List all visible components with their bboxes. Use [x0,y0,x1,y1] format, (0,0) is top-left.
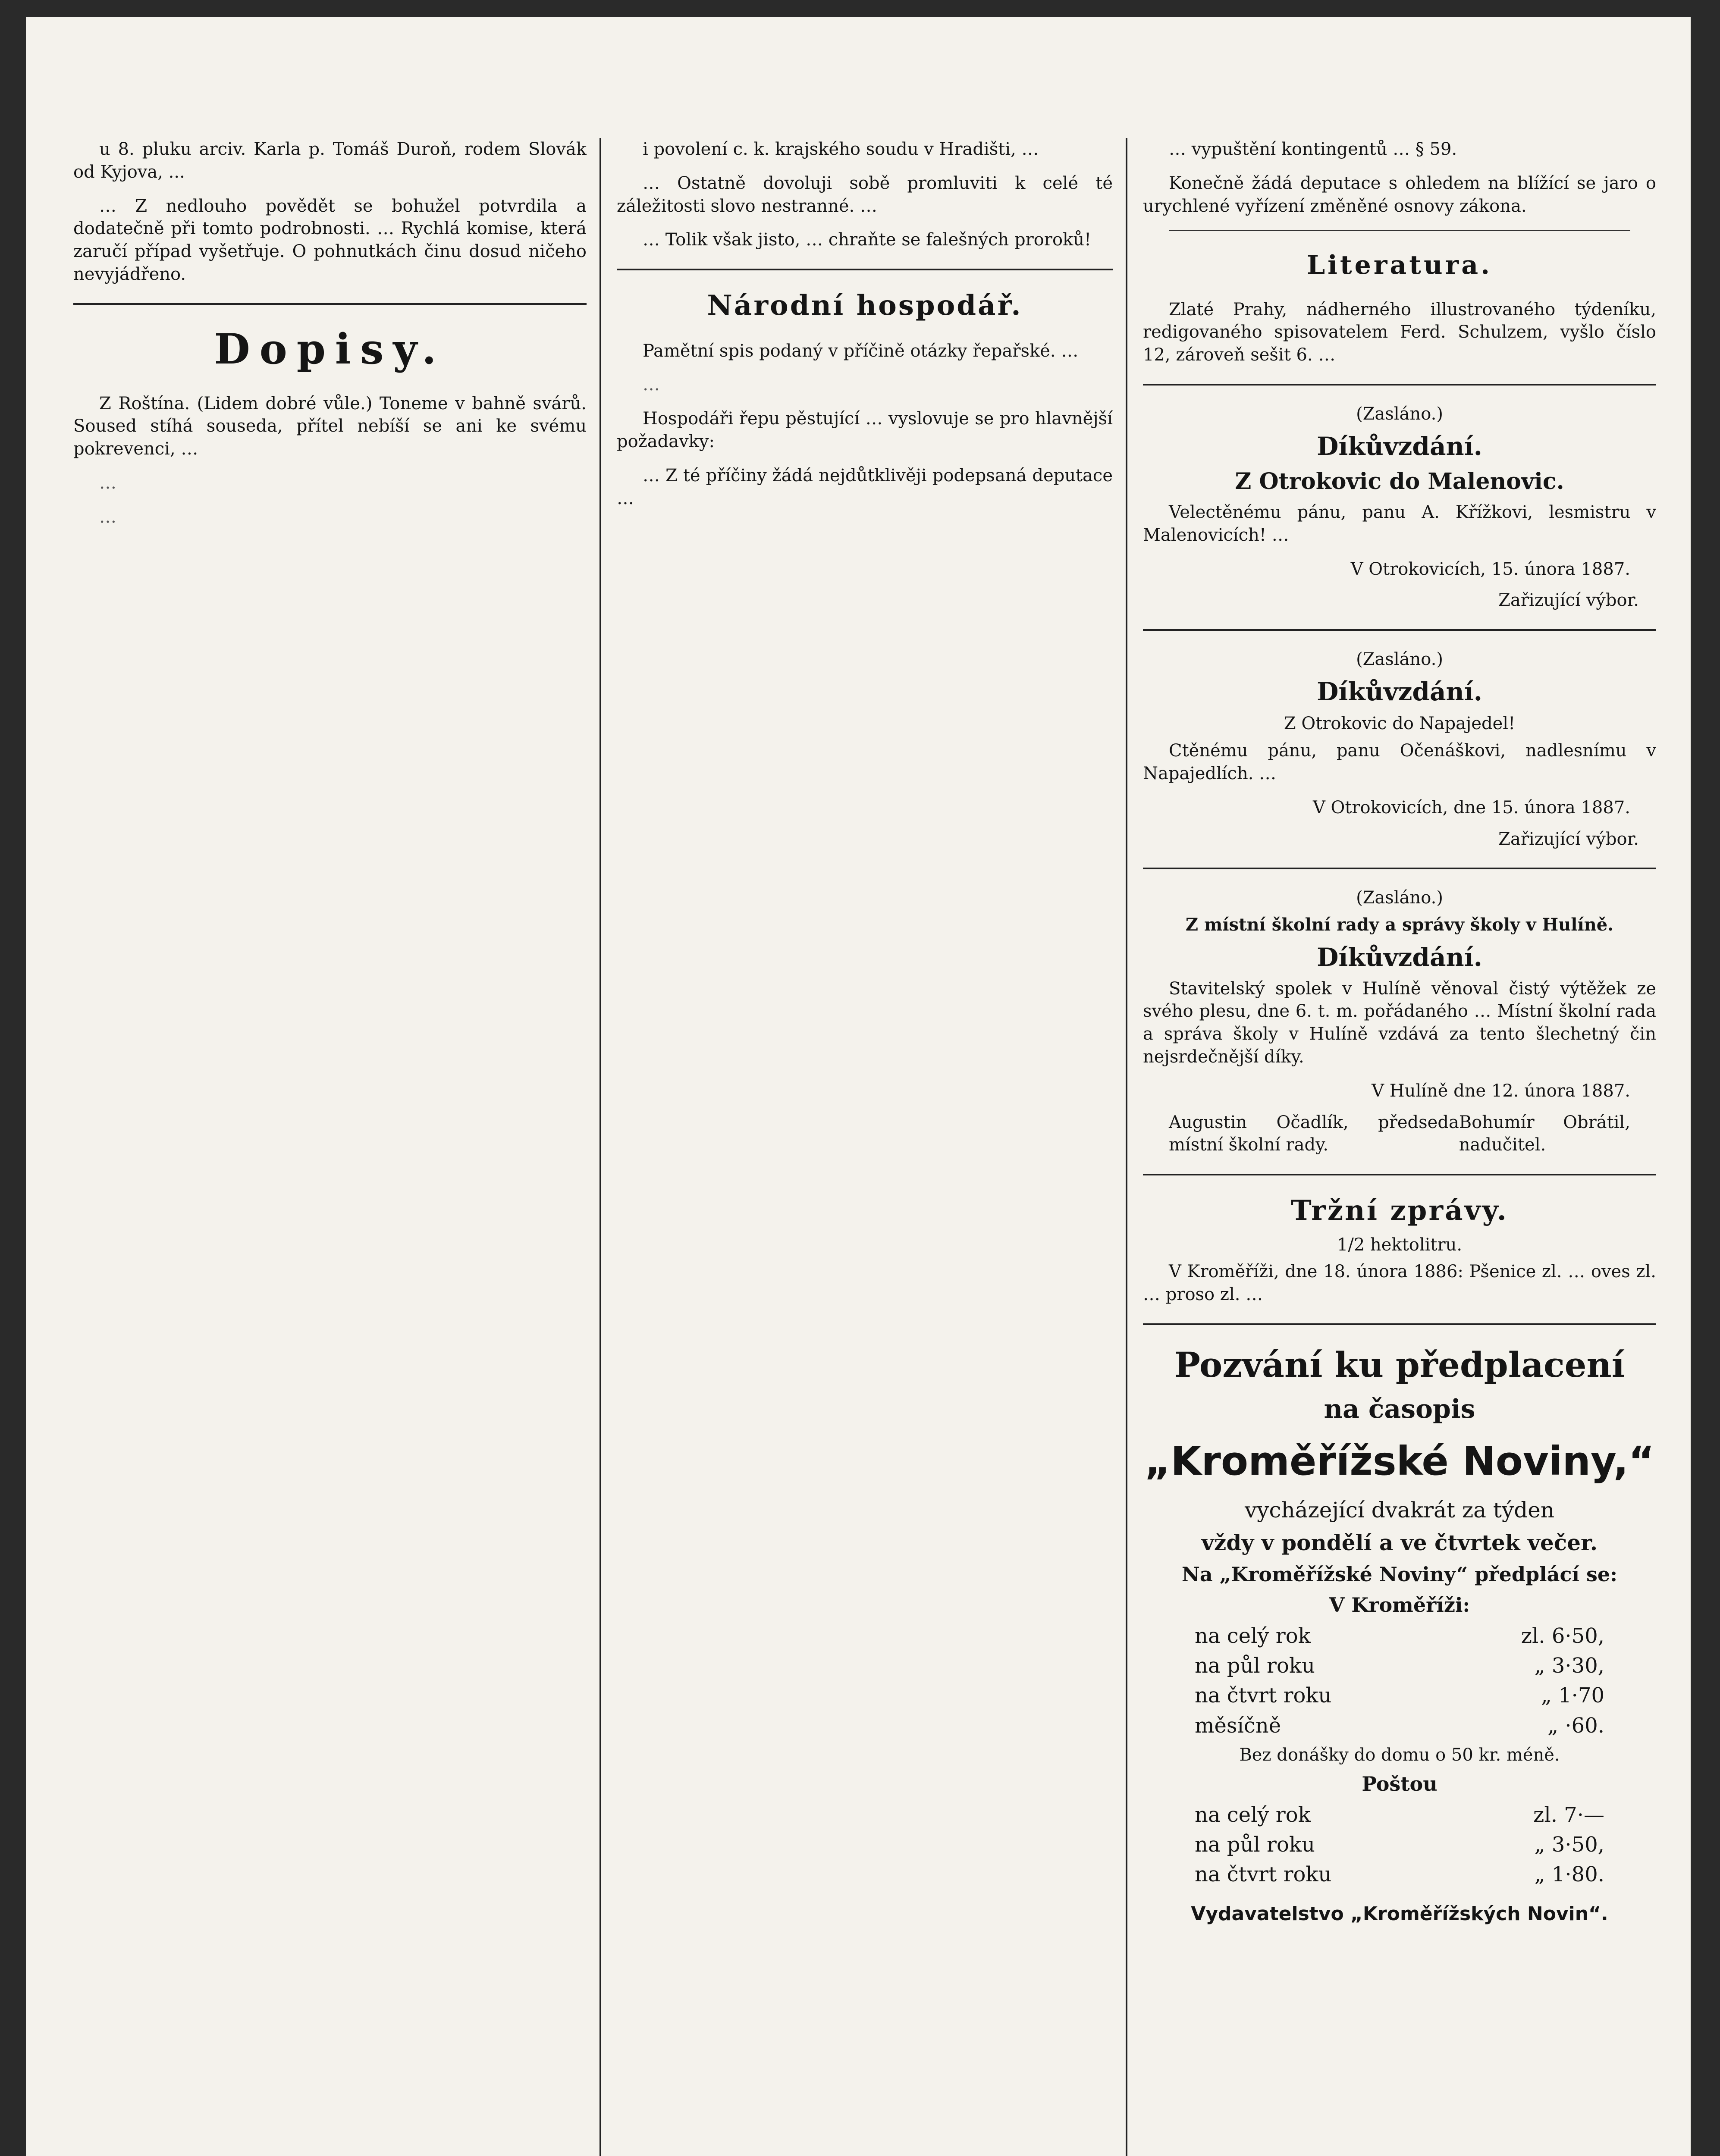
subscription-delivery-note: Bez donášky do domu o 50 kr. méně. [1239,1745,1560,1765]
section-title-literatura: Literatura. [1306,250,1493,281]
price-row: měsíčně „ ·60. [1195,1713,1604,1738]
price-row: na půl roku „ 3·30, [1195,1654,1604,1678]
notice-text: Velectěnému pánu, panu A. Křížkovi, lesmistru v Malenovicích! … [1143,502,1656,545]
price-row: na půl roku „ 3·50, [1195,1833,1604,1857]
column-right [1143,138,1656,2156]
section-divider [1169,230,1630,231]
price-table-post [1143,1802,1656,1889]
notice-title: Díkůvzdání. [1317,431,1482,461]
section-divider [1143,629,1656,631]
letter-paragraph: … [99,473,116,493]
market-text: V Kroměříži, dne 18. února 1886: Pšenice zl. … oves zl. … proso zl. … [1143,1262,1656,1305]
price-row: na celý rok zl. 7·— [1195,1802,1604,1827]
market-unit: 1/2 hektolitru. [1337,1235,1463,1255]
notice-place-date: V Hulíně dne 12. února 1887. [1372,1081,1630,1101]
price-row: na čtvrt roku „ 1·70 [1195,1683,1604,1708]
notice-label: (Zasláno.) [1356,404,1443,424]
notice-signature: Zařizující výbor. [1498,590,1639,611]
section-divider [1143,1323,1656,1325]
section-title-narodni-hospodar: Národní hospodář. [707,289,1023,322]
notice-text: Ctěnému pánu, panu Očenáškovi, nadlesnímu v Napajedlích. … [1143,741,1656,784]
section-divider [1143,1174,1656,1175]
letter-paragraph: … [99,507,116,527]
notice-place-date: V Otrokovicích, dne 15. února 1887. [1312,797,1630,818]
column-rule [599,138,601,2156]
column-left [73,138,587,2156]
signature-left: Augustin Očadlík, předseda místní školní rady. [1169,1112,1459,1155]
subscription-post-label: Poštou [1362,1772,1438,1796]
subscription-on: na časopis [1324,1394,1475,1424]
notice-route: Z Otrokovic do Napajedel! [1284,714,1516,734]
news-paragraph: … vypuštění kontingentů … § 59. [1169,139,1457,159]
economy-paragraph: Pamětní spis podaný v příčině otázky řepařské. … [643,341,1079,361]
section-divider [1143,868,1656,869]
subscription-price-head: Na „Kroměřížské Noviny“ předplácí se: [1181,1563,1618,1586]
notice-signature: Zařizující výbor. [1498,829,1639,849]
literature-paragraph: Zlaté Prahy, nádherného illustrovaného týdeníku, redigovaného spisovatelem Ferd. Schulzem, vyšlo číslo 12, zároveň sešit 6. … [1143,299,1656,365]
section-title-dopisy: Dopisy. [214,324,446,373]
economy-paragraph: … Z té příčiny žádá nejdůtklivěji podepsaná deputace … [617,465,1113,508]
paper-name: „Kroměřížské Noviny,“ [1144,1438,1655,1484]
economy-paragraph: Hospodáři řepu pěstující … vyslovuje se pro hlavnější požadavky: [617,409,1113,452]
subscription-local: V Kroměříži: [1329,1593,1470,1617]
notice-title: Díkůvzdání. [1317,677,1482,706]
news-paragraph: … Ostatně dovoluji sobě promluviti k celé té záležitosti slovo nestranné. … [617,173,1113,216]
notice-text: Stavitelský spolek v Hulíně věnoval čistý výtěžek ze svého plesu, dne 6. t. m. pořádaného … Místní školní rada a správa školy v Hulíně vzdává za tento šlechetný čin nejsrdečnější díky. [1143,978,1656,1067]
subscription-frequency: vycházející dvakrát za týden [1244,1498,1555,1523]
letter-paragraph: Z Roštína. (Lidem dobré vůle.) Toneme v bahně svárů. Soused stíhá souseda, přítel nebíší se ani ke svému pokrevenci, … [73,393,587,459]
notice-route: Z místní školní rady a správy školy v Hulíně. [1185,915,1614,935]
news-paragraph: … Z nedlouho povědět se bohužel potvrdila a dodatečně při tomto podrobnosti. … Rychlá komise, která zaručí případ vyšetřuje. O pohnutkách činu dosud ničeho nevyjádřeno. [73,196,587,284]
news-paragraph: Konečně žádá deputace s ohledem na blížící se jaro o urychlené vyřízení změněné osnovy zákona. [1143,173,1656,216]
news-paragraph: … Tolik však jisto, … chraňte se falešných proroků! [643,230,1092,250]
price-row: na čtvrt roku „ 1·80. [1195,1862,1604,1887]
notice-label: (Zasláno.) [1356,649,1443,670]
subscription-title: Pozvání ku předplacení [1174,1344,1625,1385]
publisher-line: Vydavatelstvo „Kroměřížských Novin“. [1191,1902,1608,1925]
notice-route: Z Otrokovic do Malenovic. [1235,468,1564,495]
price-row: na celý rok zl. 6·50, [1195,1623,1604,1648]
signature-right: Bohumír Obrátil, nadučitel. [1459,1112,1630,1155]
section-divider [73,303,587,305]
newspaper-page [26,17,1691,2156]
column-middle [617,138,1113,2156]
section-divider [1143,384,1656,385]
notice-label: (Zasláno.) [1356,888,1443,908]
news-paragraph: u 8. pluku arciv. Karla p. Tomáš Duroň, rodem Slovák od Kyjova, ... [73,139,587,182]
notice-signatures [1143,1111,1656,1157]
notice-place-date: V Otrokovicích, 15. února 1887. [1350,559,1630,579]
notice-title: Díkůvzdání. [1317,943,1482,972]
column-rule [1126,138,1127,2156]
section-divider [617,269,1113,270]
price-table-local [1143,1623,1656,1739]
section-title-trzni-zpravy: Tržní zprávy. [1291,1194,1508,1227]
news-paragraph: i povolení c. k. krajského soudu v Hradišti, … [643,139,1039,159]
economy-paragraph: … [643,375,660,395]
subscription-days: vždy v pondělí a ve čtvrtek večer. [1201,1530,1598,1556]
